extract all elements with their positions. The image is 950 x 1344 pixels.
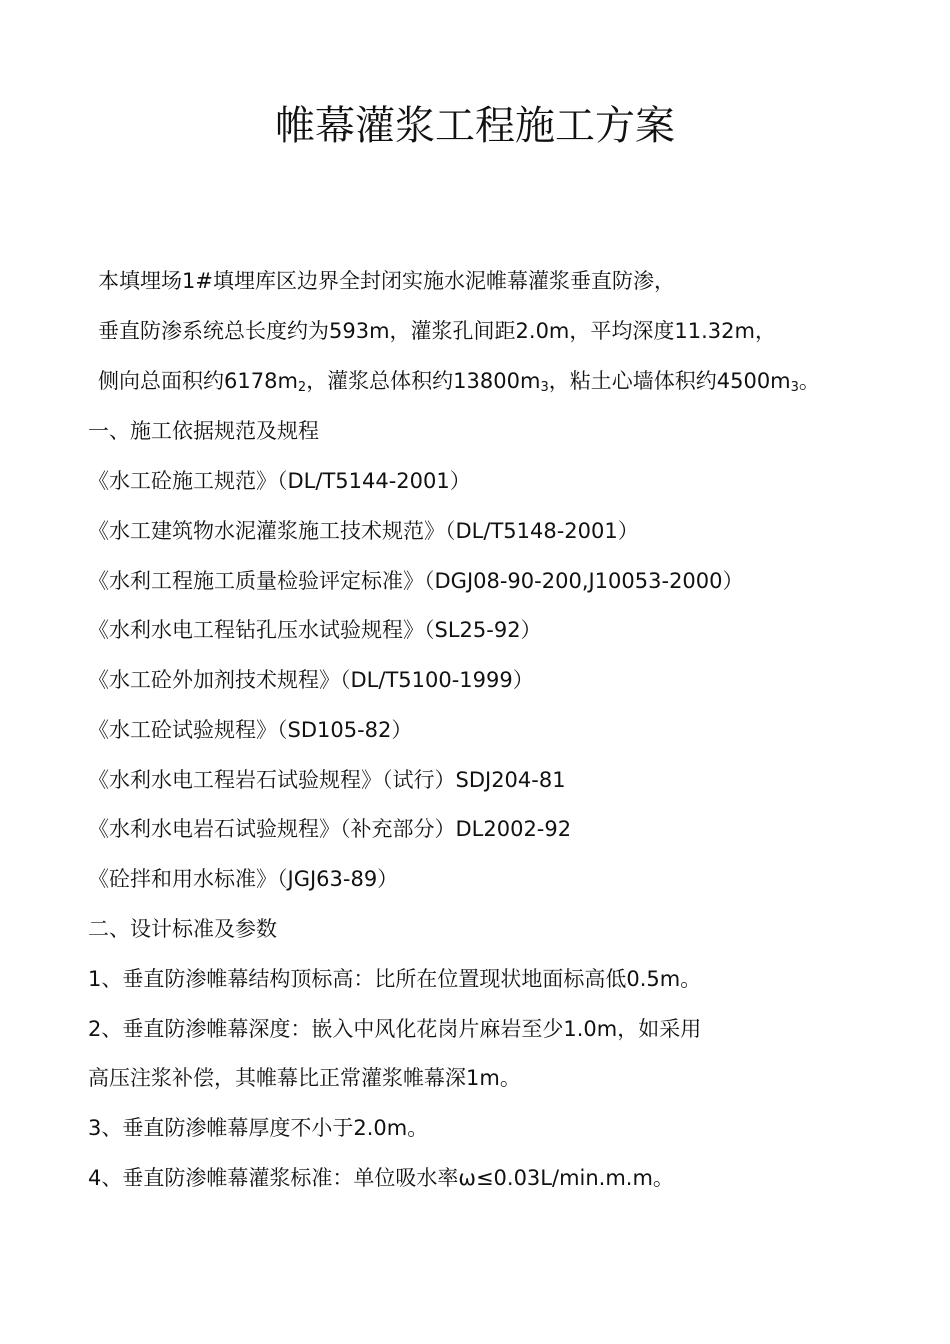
standard-item: 《水利水电工程岩石试验规程》（试行）SDJ204-81 (88, 768, 566, 792)
standard-item: 《水利水电工程钻孔压水试验规程》（SL25-92） (88, 618, 542, 642)
standard-item: 《水利工程施工质量检验评定标准》（DGJ08-90-200,J10053-2000） (88, 569, 744, 593)
document-title: 帷幕灌浆工程施工方案 (275, 103, 675, 149)
intro-line-2: 垂直防渗系统总长度约为593m，灌浆孔间距2.0m，平均深度11.32m， (98, 319, 776, 343)
intro-area-text: 侧向总面积约6178m (98, 369, 298, 393)
intro-area-unit-sub: 2 (297, 380, 307, 395)
standard-item: 《水利水电岩石试验规程》（补充部分）DL2002-92 (88, 817, 572, 841)
intro-period: 。 (798, 369, 820, 393)
design-item: 4、垂直防渗帷幕灌浆标准：单位吸水率ω≤0.03L/min.m.m。 (88, 1166, 674, 1190)
standard-item: 《水工建筑物水泥灌浆施工技术规范》（DL/T5148-2001） (88, 519, 639, 543)
standard-item: 《水工砼外加剂技术规程》（DL/T5100-1999） (88, 668, 534, 692)
intro-clay-unit-sub: 3 (790, 380, 799, 395)
design-item: 2、垂直防渗帷幕深度：嵌入中风化花岗片麻岩至少1.0m，如采用 (88, 1017, 702, 1041)
section-1-heading: 一、施工依据规范及规程 (88, 419, 319, 443)
section-2-heading: 二、设计标准及参数 (88, 917, 277, 941)
design-item: 1、垂直防渗帷幕结构顶标高：比所在位置现状地面标高低0.5m。 (88, 967, 702, 991)
design-item: 高压注浆补偿，其帷幕比正常灌浆帷幕深1m。 (88, 1066, 521, 1090)
standard-item: 《水工砼施工规范》（DL/T5144-2001） (88, 469, 471, 493)
standard-item: 《水工砼试验规程》（SD105-82） (88, 718, 413, 742)
intro-volume-unit-sub: 3 (540, 380, 549, 395)
intro-line-1: 本填埋场1#填埋库区边界全封闭实施水泥帷幕灌浆垂直防渗， (98, 269, 675, 293)
design-item: 3、垂直防渗帷幕厚度不小于2.0m。 (88, 1116, 429, 1140)
intro-line-3 (98, 366, 820, 396)
intro-clay-text: ，粘土心墙体积约4500m (548, 369, 791, 393)
intro-volume-text: ，灌浆总体积约13800m (306, 369, 541, 393)
standard-item: 《砼拌和用水标准》（JGJ63-89） (88, 867, 399, 891)
